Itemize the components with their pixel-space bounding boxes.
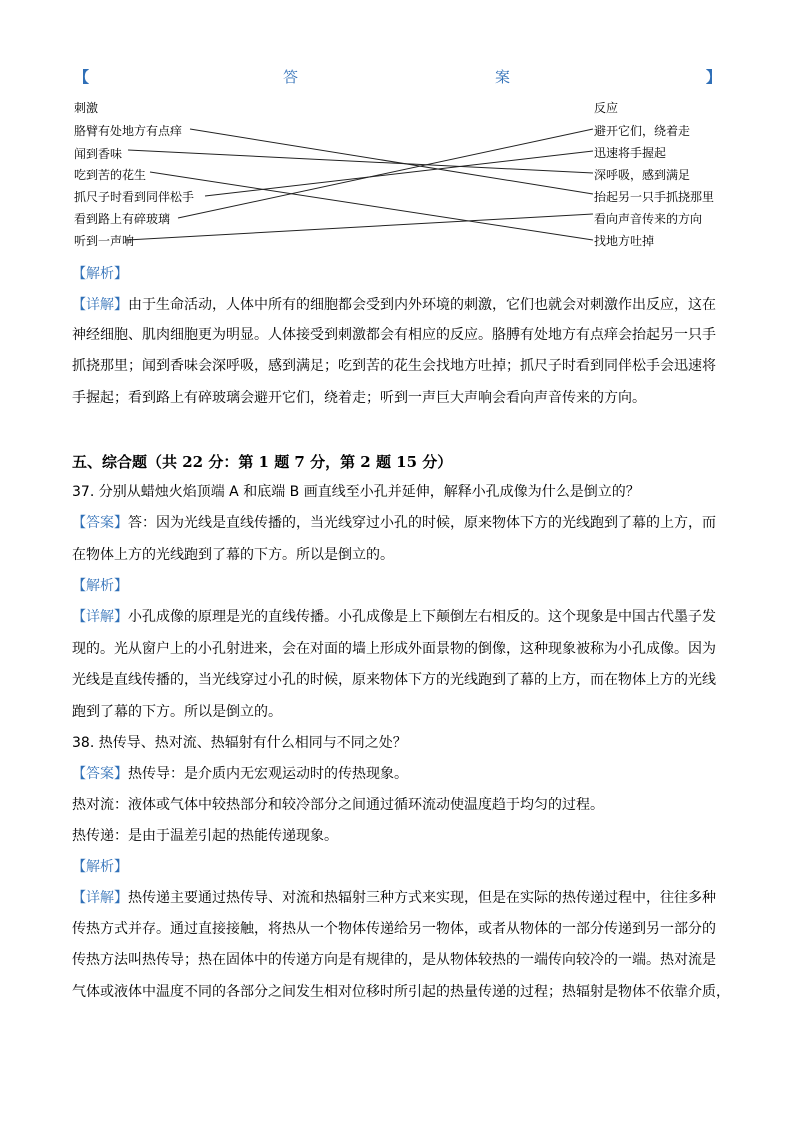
detail-line: 现的。光从窗户上的小孔射进来，会在对面的墙上形成外面景物的倒像，这种现象被称为小孔成像。因为 (72, 641, 716, 657)
answer-line (72, 764, 408, 784)
right-item: 抬起另一只手抓挠那里 (594, 190, 715, 204)
left-item: 看到路上有碎玻璃 (74, 212, 171, 226)
answer-line (72, 513, 716, 533)
answer-header-right-bracket: 】 (706, 68, 722, 86)
left-item: 抓尺子时看到同伴松手 (74, 190, 195, 204)
section-title: 五、综合题（共 22 分：第 1 题 7 分，第 2 题 15 分） (72, 453, 453, 471)
left-item: 听到一声响 (74, 234, 135, 248)
right-item: 深呼吸，感到满足 (594, 168, 691, 182)
detail-tag: 【详解】 (72, 890, 128, 906)
answer-tag: 【答案】 (72, 515, 128, 531)
question-37: 37. 分别从蜡烛火焰顶端 A 和底端 B 画直线至小孔并延伸，解释小孔成像为什么是倒立的？ (72, 484, 640, 500)
right-item: 找地方吐掉 (594, 234, 655, 248)
answer-line: 热对流：液体或气体中较热部分和较冷部分之间通过循环流动使温度趋于均匀的过程。 (72, 797, 604, 813)
answer-text: 答：因为光线是直线传播的，当光线穿过小孔的时候，原来物体下方的光线跑到了幕的上方，而 (128, 515, 716, 531)
detail-text: 由于生命活动，人体中所有的细胞都会受到内外环境的刺激，它们也就会对刺激作出反应，这在 (128, 297, 716, 313)
left-item: 胳臂有处地方有点痒 (74, 124, 183, 138)
right-item: 看向声音传来的方向 (594, 212, 703, 226)
detail-line: 神经细胞、肌肉细胞更为明显。人体接受到刺激都会有相应的反应。胳膊有处地方有点痒会抬起另一只手 (72, 327, 716, 343)
match-line (150, 172, 593, 240)
jiexi-label: 【解析】 (72, 578, 128, 594)
answer-header-left-bracket: 【 (74, 68, 90, 86)
detail-text: 小孔成像的原理是光的直线传播。小孔成像是上下颠倒左右相反的。这个现象是中国古代墨子发 (128, 609, 716, 625)
jiexi-label: 【解析】 (72, 859, 128, 875)
detail-line: 传热方式并存。通过直接接触，将热从一个物体传递给另一物体，或者从物体的一部分传递到另一部分的 (72, 921, 716, 937)
match-line (128, 150, 593, 173)
detail-line: 气体或液体中温度不同的各部分之间发生相对位移时所引起的热量传递的过程；热辐射是物体不依靠介质， (72, 984, 730, 1000)
match-line (126, 214, 593, 240)
jiexi-label: 【解析】 (72, 266, 128, 282)
question-38: 38. 热传导、热对流、热辐射有什么相同与不同之处？ (72, 735, 407, 751)
answer-header-char1: 答 (283, 68, 299, 86)
detail-line: 抓挠那里；闻到香味会深呼吸，感到满足；吃到苦的花生会找地方吐掉；抓尺子时看到同伴松手会迅速将 (72, 358, 716, 374)
detail-line: 跑到了幕的下方。所以是倒立的。 (72, 704, 282, 720)
detail-line: 手握起；看到路上有碎玻璃会避开它们，绕着走；听到一声巨大声响会看向声音传来的方向。 (72, 390, 646, 406)
left-item: 闻到香味 (74, 147, 123, 161)
right-item: 避开它们，绕着走 (594, 124, 691, 138)
left-item: 吃到苦的花生 (74, 168, 147, 182)
matching-lines (0, 0, 793, 260)
answer-header-char2: 案 (495, 68, 511, 86)
detail-line: 光线是直线传播的，当光线穿过小孔的时候，原来物体下方的光线跑到了幕的上方，而在物体上方的光线 (72, 672, 716, 688)
detail-line: 传热方法叫热传导；热在固体中的传递方向是有规律的，是从物体较热的一端传向较冷的一端。热对流是 (72, 952, 716, 968)
match-line (178, 129, 593, 218)
answer-tag: 【答案】 (72, 766, 128, 782)
detail-tag: 【详解】 (72, 297, 128, 313)
match-line (205, 151, 593, 196)
detail-tag: 【详解】 (72, 609, 128, 625)
left-column-title: 刺激 (74, 101, 99, 115)
detail-line (72, 607, 716, 627)
right-column-title: 反应 (594, 101, 619, 115)
detail-line (72, 888, 716, 908)
right-item: 迅速将手握起 (594, 146, 667, 160)
answer-line: 热传递：是由于温差引起的热能传递现象。 (72, 828, 338, 844)
detail-text: 热传递主要通过热传导、对流和热辐射三种方式来实现，但是在实际的热传递过程中，往往多种 (128, 890, 716, 906)
match-line (190, 129, 593, 194)
detail-line (72, 295, 716, 315)
answer-text: 热传导：是介质内无宏观运动时的传热现象。 (128, 766, 408, 782)
answer-line: 在物体上方的光线跑到了幕的下方。所以是倒立的。 (72, 547, 394, 563)
